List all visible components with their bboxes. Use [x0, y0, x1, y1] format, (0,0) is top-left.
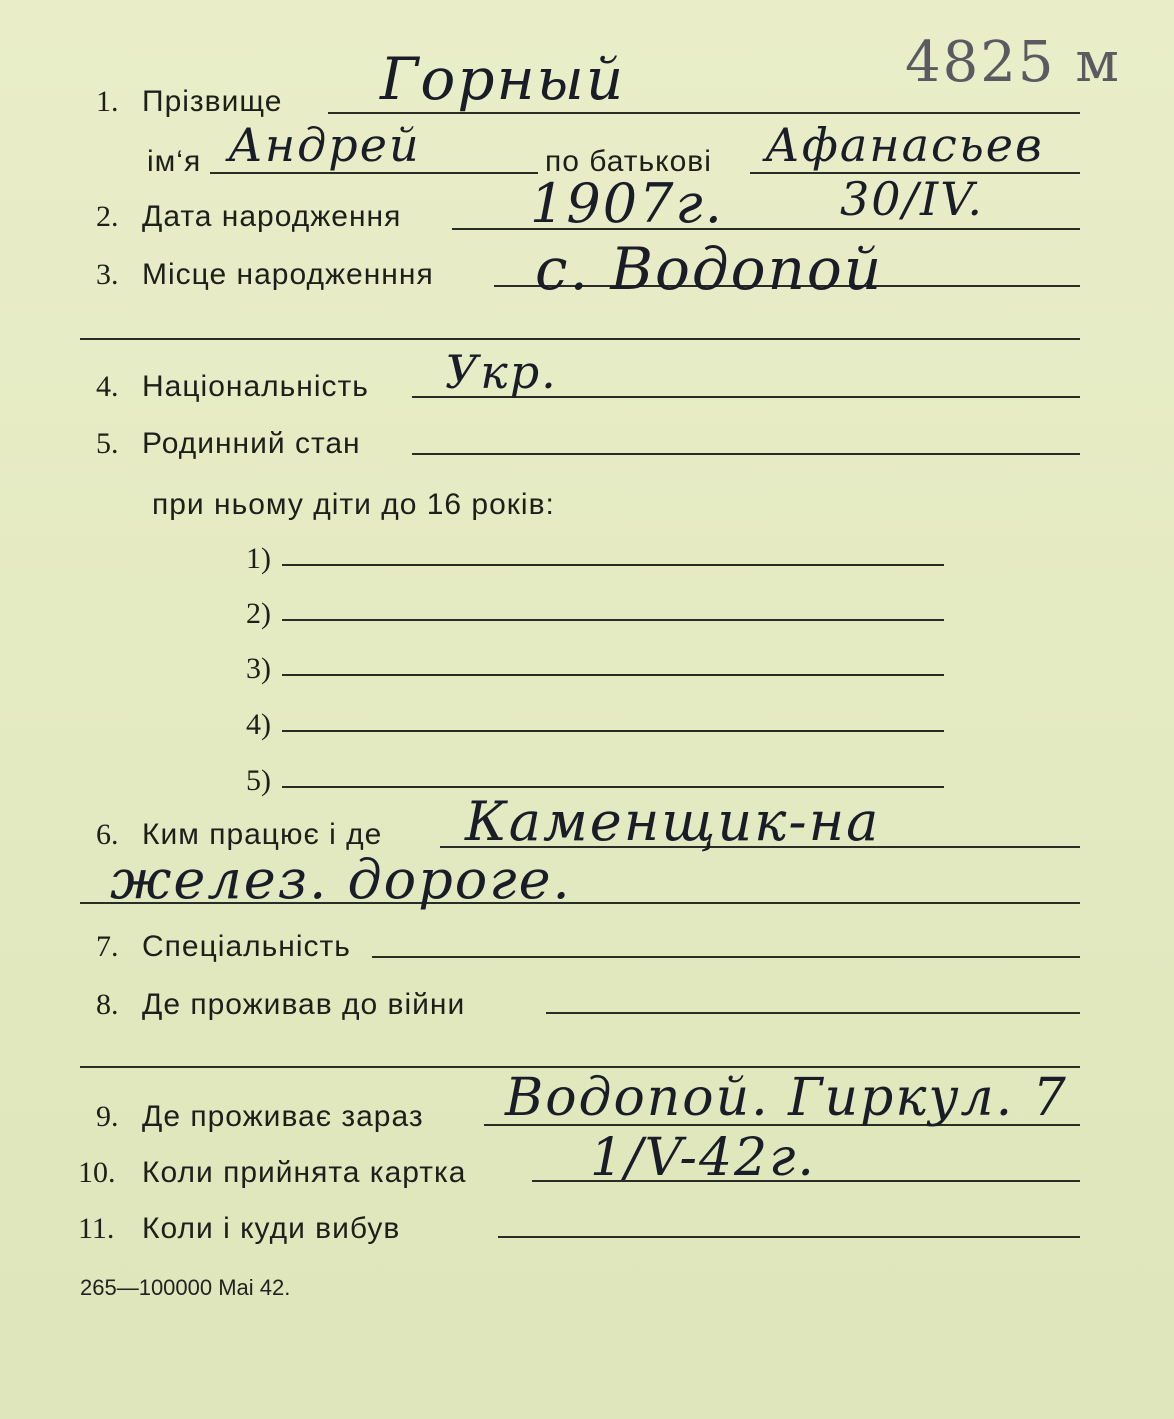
surname-value[interactable]: Горный	[380, 45, 626, 113]
archive-number: 4825 м	[905, 30, 1121, 95]
birth-place-value[interactable]: с. Водопой	[535, 235, 884, 303]
children-label: при ньому діти до 16 років:	[152, 488, 555, 521]
field-4-number: 4.	[96, 370, 119, 403]
child-2-number: 2)	[246, 597, 271, 630]
field-9-number: 9.	[96, 1100, 119, 1133]
first-name-line	[210, 172, 538, 174]
field-5-number: 5.	[96, 427, 119, 460]
marital-status-line	[412, 453, 1080, 455]
child-3-number: 3)	[246, 652, 271, 685]
child-1-number: 1)	[246, 542, 271, 575]
departed-line[interactable]	[498, 1236, 1080, 1238]
child-5-line[interactable]	[282, 786, 944, 788]
first-name-label: ім‘я	[147, 145, 202, 178]
child-4-line[interactable]	[282, 730, 944, 732]
work-value-line-2[interactable]: желез. дороге.	[110, 848, 572, 911]
field-7-number: 7.	[96, 930, 119, 963]
birth-place-line-2	[80, 338, 1080, 340]
birth-date-label: Дата народження	[142, 200, 402, 233]
child-5-number: 5)	[246, 764, 271, 797]
child-3-line[interactable]	[282, 674, 944, 676]
print-run-footer: 265—100000 Mai 42.	[80, 1275, 291, 1300]
birth-date-year[interactable]: 1907г.	[530, 172, 724, 235]
field-10-number: 10.	[78, 1156, 116, 1189]
birth-date-day[interactable]: 30/IV.	[840, 172, 985, 226]
prewar-residence-label: Де проживав до війни	[142, 988, 466, 1021]
child-1-line[interactable]	[282, 564, 944, 566]
birth-place-label: Місце народженння	[142, 258, 434, 291]
child-2-line[interactable]	[282, 619, 944, 621]
specialty-line[interactable]	[372, 956, 1080, 958]
current-residence-value[interactable]: Водопой. Гиркул. 7	[505, 1068, 1068, 1128]
work-label: Ким працює і де	[142, 818, 383, 851]
nationality-value[interactable]: Укр.	[445, 345, 558, 399]
field-3-number: 3.	[96, 258, 119, 291]
child-4-number: 4)	[246, 708, 271, 741]
field-6-number: 6.	[96, 818, 119, 851]
field-1-number: 1.	[96, 85, 119, 118]
card-accepted-label: Коли прийнята картка	[142, 1156, 467, 1189]
patronymic-label: по батькові	[545, 145, 712, 178]
current-residence-label: Де проживає зараз	[142, 1100, 424, 1133]
surname-label: Прізвище	[142, 85, 283, 118]
field-8-number: 8.	[96, 988, 119, 1021]
marital-status-label: Родинний стан	[142, 427, 361, 460]
first-name-value[interactable]: Андрей	[228, 118, 421, 172]
specialty-label: Спеціальність	[142, 930, 351, 963]
field-11-number: 11.	[78, 1212, 115, 1245]
card-accepted-value[interactable]: 1/V-42г.	[590, 1128, 816, 1188]
nationality-label: Національність	[142, 370, 369, 403]
work-value-line-1[interactable]: Каменщик-на	[465, 790, 881, 853]
patronymic-value[interactable]: Афанасьев	[765, 118, 1044, 172]
field-2-number: 2.	[96, 200, 119, 233]
prewar-residence-line[interactable]	[546, 1012, 1080, 1014]
departed-label: Коли і куди вибув	[142, 1212, 401, 1245]
